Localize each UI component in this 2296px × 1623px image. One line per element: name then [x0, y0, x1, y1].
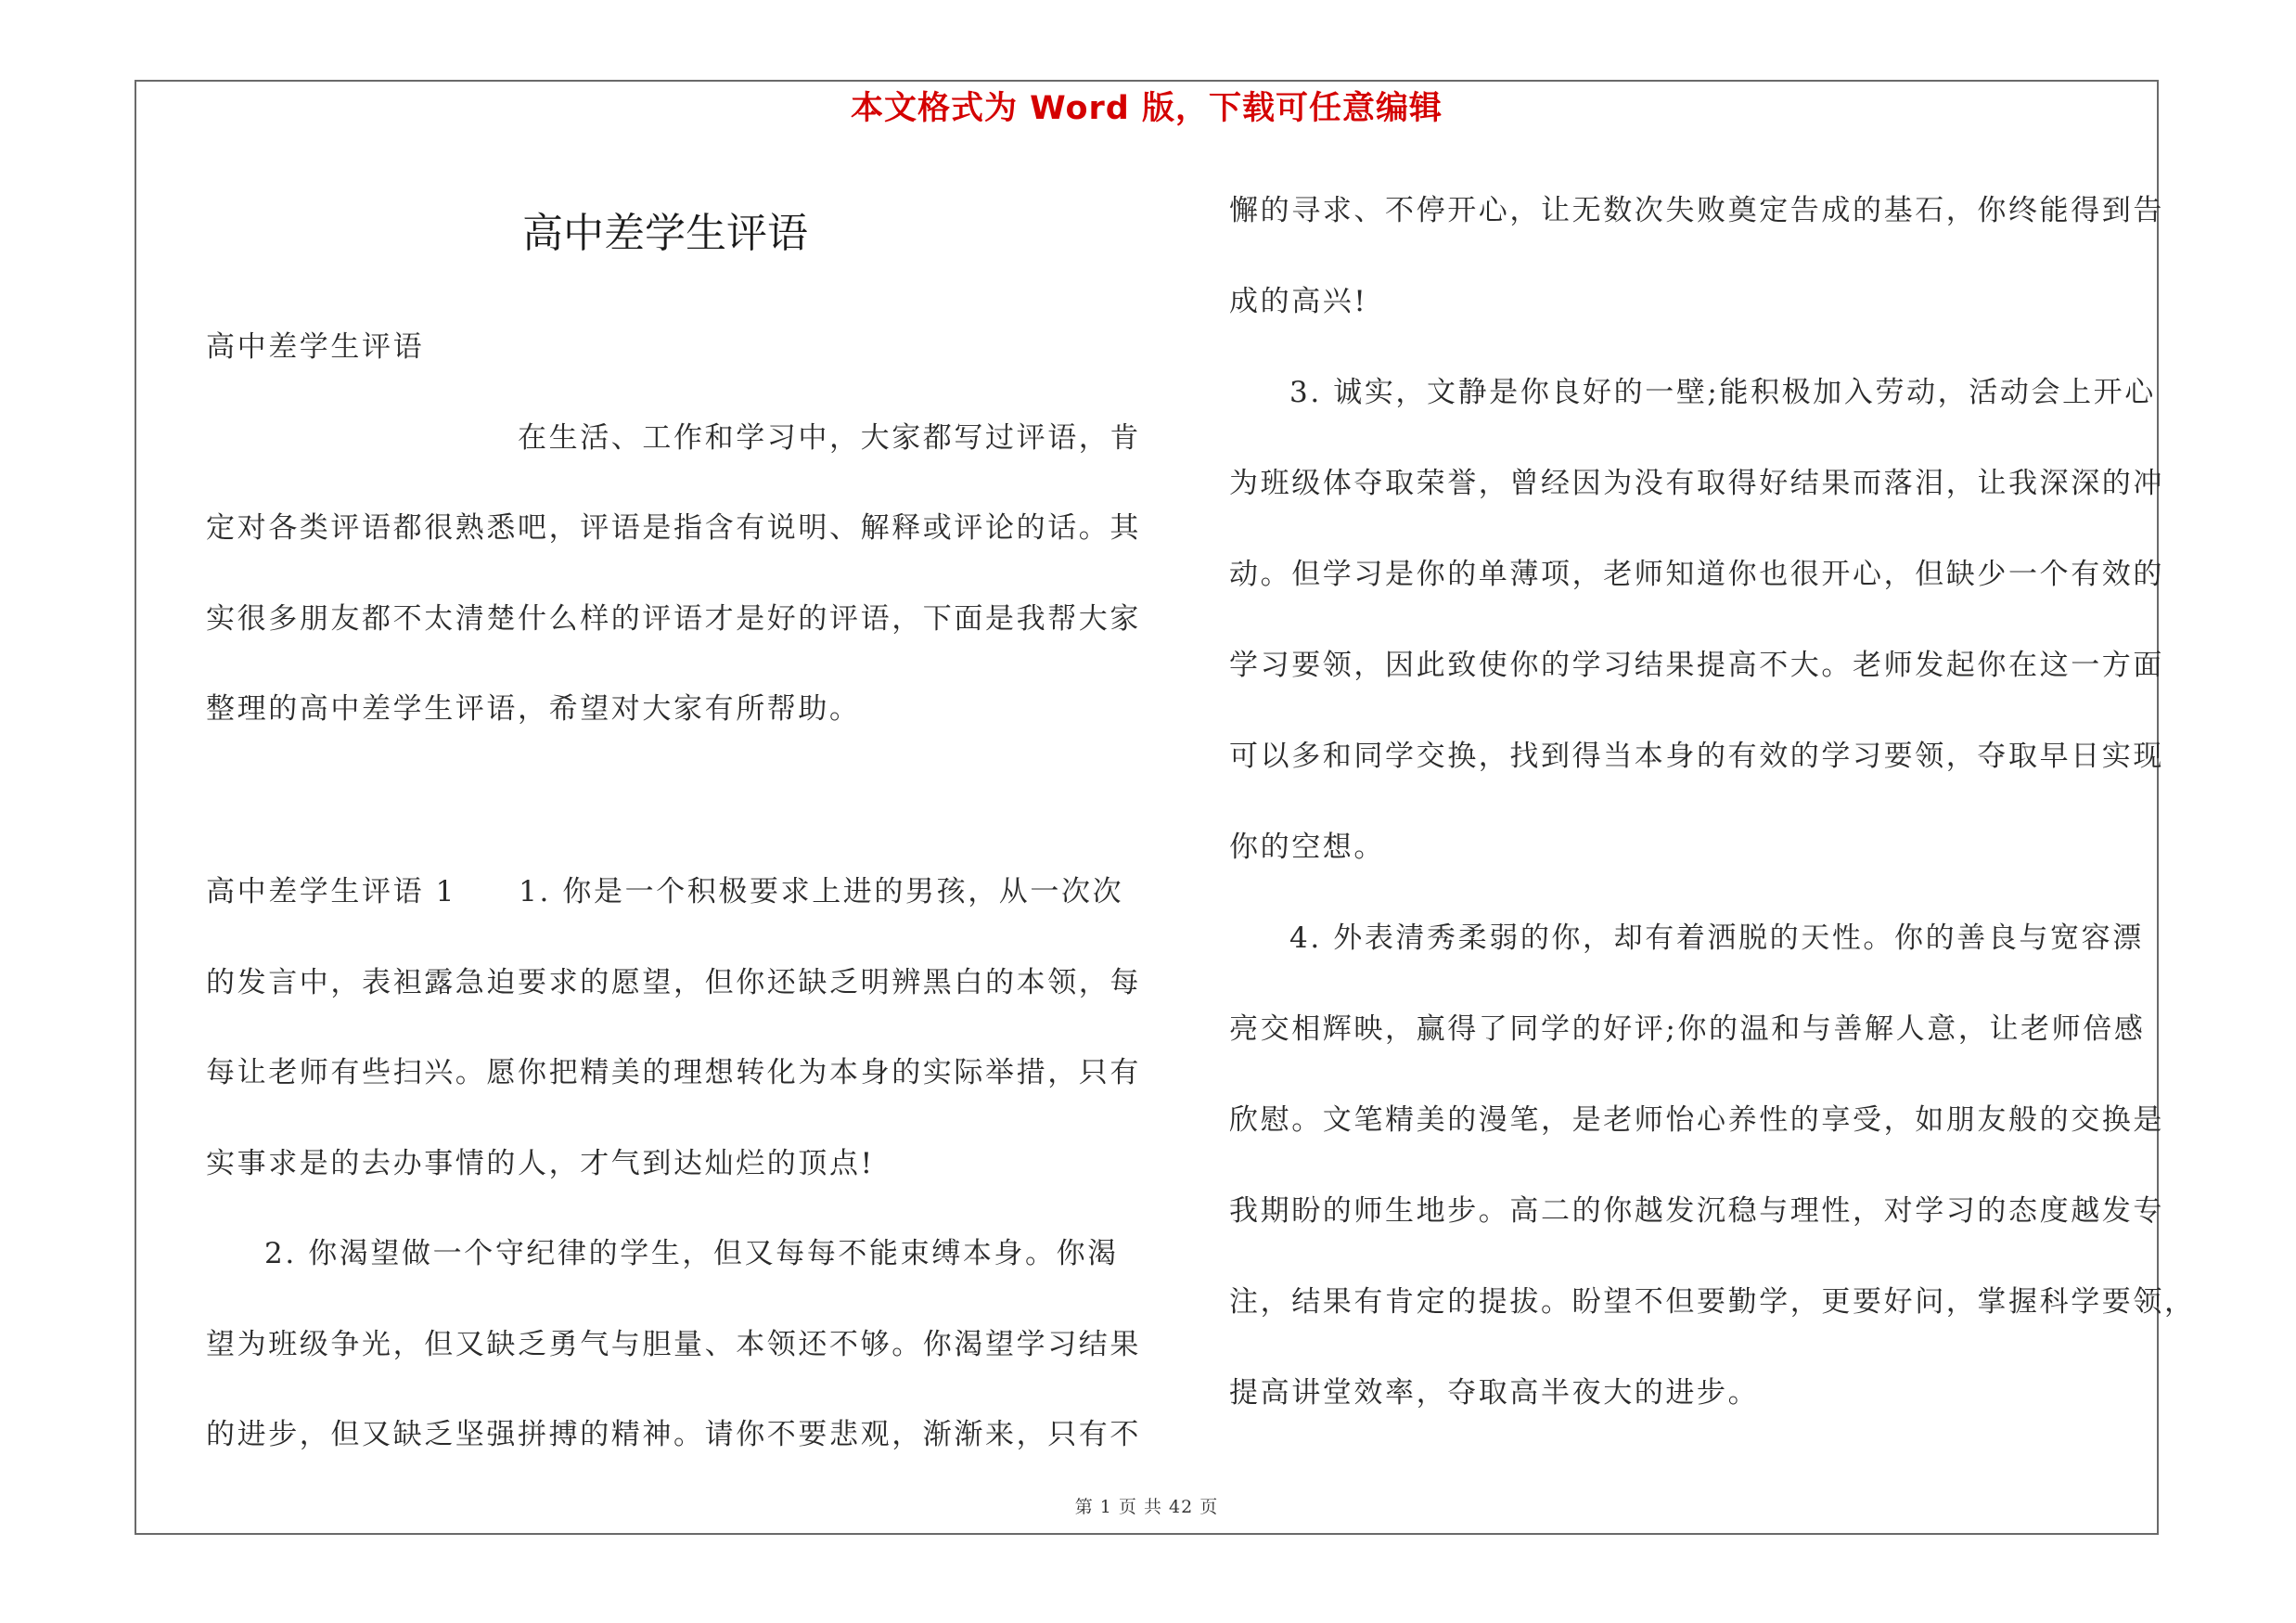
left-line-item1-3: 每让老师有些扫兴。愿你把精美的理想转化为本身的实际举措，只有 [206, 1056, 1141, 1089]
right-line-item3-6: 你的空想。 [1229, 831, 1385, 864]
document-title: 高中差学生评语 [522, 210, 808, 257]
left-line-item1-1: 高中差学生评语 1 1. 你是一个积极要求上进的男孩，从一次次 [206, 875, 1124, 908]
left-line-item2-3: 的进步，但又缺乏坚强拼搏的精神。请你不要悲观，渐渐来，只有不 [206, 1418, 1141, 1451]
left-line-intro-2: 定对各类评语都很熟悉吧，评语是指含有说明、解释或评论的话。其 [206, 511, 1141, 545]
right-line-item3-5: 可以多和同学交换，找到得当本身的有效的学习要领，夺取早日实现 [1229, 740, 2164, 773]
right-line-item3-4: 学习要领，因此致使你的学习结果提高不大。老师发起你在这一方面 [1229, 649, 2164, 682]
right-line-item4-3: 欣慰。文笔精美的漫笔，是老师怡心养性的享受，如朋友般的交换是 [1229, 1103, 2164, 1137]
word-format-banner: 本文格式为 Word 版，下载可任意编辑 [850, 90, 1443, 127]
right-line-item2-5: 成的高兴! [1229, 285, 1368, 318]
right-line-item4-5: 注，结果有肯定的提拔。盼望不但要勤学，更要好问，掌握科学要领， [1229, 1285, 2196, 1319]
left-line-intro-4: 整理的高中差学生评语，希望对大家有所帮助。 [206, 692, 861, 726]
page-number-footer: 第 1 页 共 42 页 [1074, 1497, 1219, 1517]
right-line-item3-1: 3. 诚实，文静是你良好的一壁;能积极加入劳动，活动会上开心 [1289, 376, 2156, 409]
right-line-item4-6: 提高讲堂效率，夺取高半夜大的进步。 [1229, 1376, 1760, 1410]
left-line-subtitle: 高中差学生评语 [206, 330, 425, 364]
right-line-item3-3: 动。但学习是你的单薄项，老师知道你也很开心，但缺少一个有效的 [1229, 558, 2164, 591]
left-line-intro-1: 在生活、工作和学习中，大家都写过评语，肯 [518, 421, 1141, 455]
left-line-item1-2: 的发言中，表袒露急迫要求的愿望，但你还缺乏明辨黑白的本领，每 [206, 966, 1141, 999]
right-line-item4-1: 4. 外表清秀柔弱的你，却有着洒脱的天性。你的善良与宽容漂 [1289, 921, 2144, 955]
right-line-item3-2: 为班级体夺取荣誉，曾经因为没有取得好结果而落泪，让我深深的冲 [1229, 467, 2164, 500]
right-line-item2-4: 懈的寻求、不停开心，让无数次失败奠定告成的基石，你终能得到告 [1229, 194, 2164, 227]
left-line-item2-2: 望为班级争光，但又缺乏勇气与胆量、本领还不够。你渴望学习结果 [206, 1328, 1141, 1361]
right-line-item4-4: 我期盼的师生地步。高二的你越发沉稳与理性，对学习的态度越发专 [1229, 1194, 2164, 1228]
left-line-item1-4: 实事求是的去办事情的人，才气到达灿烂的顶点! [206, 1147, 875, 1180]
right-line-item4-2: 亮交相辉映，赢得了同学的好评;你的温和与善解人意，让老师倍感 [1229, 1012, 2146, 1046]
left-line-item2-1: 2. 你渴望做一个守纪律的学生，但又每每不能束缚本身。你渴 [264, 1237, 1119, 1270]
left-line-intro-3: 实很多朋友都不太清楚什么样的评语才是好的评语，下面是我帮大家 [206, 602, 1141, 636]
